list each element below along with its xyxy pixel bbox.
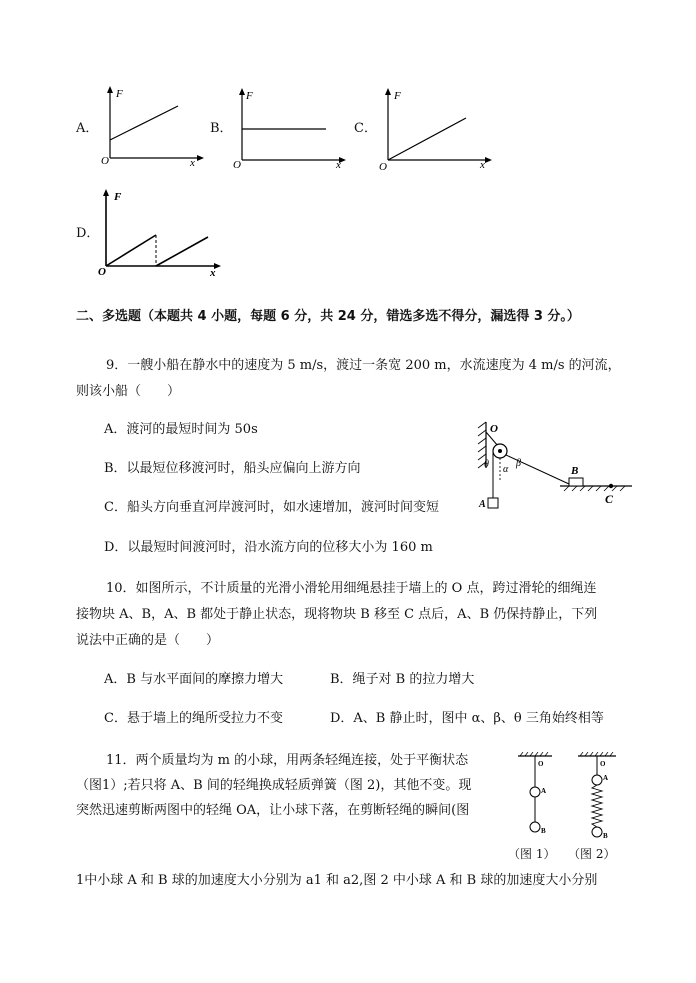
graph-a [96, 84, 206, 169]
fig10-c: C [605, 492, 614, 506]
fig10-theta: θ [484, 459, 489, 470]
q9-stem-line1: 9．一艘小船在静水中的速度为 5 m/s，渡过一条宽 200 m，水流速度为 4 m/s 的河流， [106, 358, 621, 373]
fig11-caption-1: （图 1） [508, 847, 556, 861]
graph-c-x: x [480, 159, 485, 171]
fig11-2-a: A [603, 774, 609, 782]
graph-b-o: O [233, 159, 241, 170]
graph-b-f: F [246, 90, 253, 102]
fig11-2-b: B [603, 832, 608, 840]
graph-d-x: x [210, 267, 216, 278]
q10-option-a: A．B 与水平面间的摩擦力增大 [104, 672, 284, 687]
option-c-label: C． [354, 121, 377, 136]
q9-stem-line2: 则该小船（ ） [76, 384, 181, 399]
graph-c-f: F [394, 90, 401, 102]
fig10-alpha: α [503, 464, 509, 475]
q10-option-c: C．悬于墙上的绳所受拉力不变 [104, 711, 283, 726]
q10-stem-line1: 10．如图所示，不计质量的光滑小滑轮用细绳悬挂于墙上的 O 点，跨过滑轮的细绳连 [106, 581, 597, 596]
q9-option-a: A．渡河的最短时间为 50s [104, 422, 258, 437]
q10-stem-line3: 说法中正确的是（ ） [76, 633, 220, 648]
q11-stem-line2: （图1）;若只将 A、B 间的轻绳换成轻质弹簧（图 2)，其他不变。现 [76, 778, 472, 793]
option-d-label: D． [76, 226, 100, 241]
fig10-beta: β [516, 458, 521, 469]
q11-stem-line1: 11．两个质量均为 m 的小球，用两条轻绳连接，处于平衡状态 [106, 753, 469, 768]
q9-option-c: C．船头方向垂直河岸渡河时，如水速增加，渡河时间变短 [104, 500, 439, 515]
q10-stem-line2: 接物块 A、B，A、B 都处于静止状态，现将物块 B 移至 C 点后，A、B 仍保持静止，下列 [76, 607, 598, 622]
q11-stem-line3: 突然迅速剪断两图中的轻绳 OA，让小球下落，在剪断轻绳的瞬间(图 [76, 803, 470, 818]
graph-b [228, 86, 348, 170]
fig10-o: O [490, 423, 498, 435]
option-a-label: A． [76, 121, 99, 136]
q9-option-d: D．以最短时间渡河时，沿水流方向的位移大小为 160 m [104, 540, 433, 555]
fig11-1-a: A [541, 787, 547, 795]
graph-d-o: O [98, 266, 106, 278]
graph-b-x: x [336, 159, 341, 170]
graph-d [96, 186, 226, 278]
fig11-1-o: O [538, 760, 544, 768]
graph-a-x: x [190, 157, 195, 169]
q9-option-b: B．以最短位移渡河时，船头应偏向上游方向 [104, 461, 361, 476]
fig11-1-b: B [541, 827, 546, 835]
graph-c-o: O [379, 161, 387, 172]
pulley-figure [474, 420, 634, 512]
fig10-a: A [479, 499, 486, 510]
section-heading: 二、多选题（本题共 4 小题，每题 6 分，共 24 分，错选多选不得分，漏选得 3 分。） [76, 309, 580, 324]
fig10-b: B [571, 465, 579, 477]
graph-a-o: O [101, 155, 109, 167]
graph-c [374, 86, 494, 172]
balls-figure [508, 752, 638, 846]
fig11-2-o: O [600, 760, 606, 768]
q11-stem-line4: 1中小球 A 和 B 球的加速度大小分别为 a1 和 a2,图 2 中小球 A 和 B 球的加速度大小分别 [76, 873, 598, 888]
graph-a-f: F [116, 88, 123, 100]
option-b-label: B． [210, 121, 233, 136]
q10-option-b: B．绳子对 B 的拉力增大 [330, 672, 475, 687]
q10-option-d: D．A、B 静止时，图中 α、β、θ 三角始终相等 [330, 711, 604, 726]
graph-d-f: F [114, 191, 122, 203]
fig11-caption-2: （图 2） [568, 847, 616, 861]
